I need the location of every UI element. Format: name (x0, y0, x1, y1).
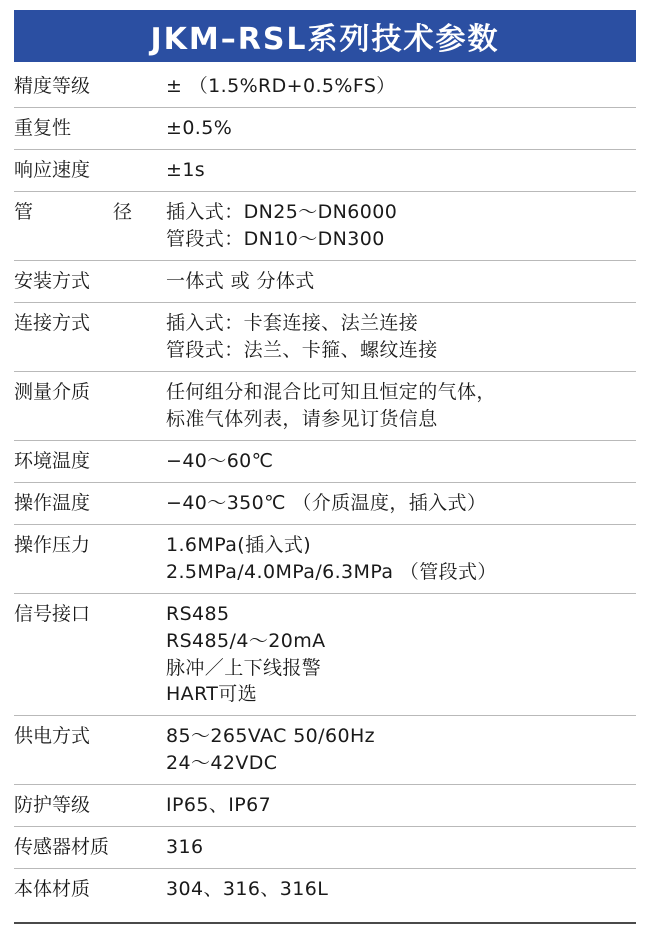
spec-value-line: 任何组分和混合比可知且恒定的气体， (166, 380, 496, 403)
spec-value (166, 371, 636, 440)
table-row (14, 440, 636, 482)
spec-label (14, 107, 166, 149)
spec-label (14, 524, 166, 593)
spec-value (166, 524, 636, 593)
spec-value (166, 785, 636, 827)
bottom-divider (14, 922, 636, 924)
spec-value-line: HART可选 (166, 683, 258, 706)
spec-value-line: RS485/4～20mA (166, 629, 326, 652)
spec-value-line: ±1s (166, 158, 206, 181)
spec-label-text: 本体材质 (14, 878, 91, 901)
spec-label-text: 操作压力 (14, 533, 91, 556)
spec-value (166, 440, 636, 482)
spec-label (14, 440, 166, 482)
spec-value (166, 482, 636, 524)
spec-label-text: 供电方式 (14, 725, 91, 748)
spec-sheet (0, 10, 650, 938)
table-row (14, 191, 636, 260)
spec-label (14, 149, 166, 191)
spec-value-line: 316 (166, 836, 204, 859)
spec-value (166, 149, 636, 191)
spec-value (166, 66, 636, 107)
spec-label (14, 827, 166, 869)
spec-value (166, 827, 636, 869)
spec-value (166, 593, 636, 716)
spec-label-text: 防护等级 (14, 794, 91, 817)
spec-value-line: 2.5MPa/4.0MPa/6.3MPa （管段式） (166, 560, 497, 583)
spec-value-line: 管段式：法兰、卡箍、螺纹连接 (166, 338, 438, 361)
spec-label-text: 重复性 (14, 116, 72, 139)
spec-label (14, 260, 166, 302)
table-row (14, 716, 636, 785)
spec-value (166, 191, 636, 260)
spec-value-line: 1.6MPa(插入式) (166, 533, 312, 556)
spec-value-line: RS485 (166, 602, 230, 625)
spec-value-line: −40～60℃ (166, 449, 274, 472)
spec-label (14, 785, 166, 827)
title-bar (14, 10, 636, 62)
spec-label-text: 精度等级 (14, 75, 91, 97)
table-row (14, 827, 636, 869)
table-row (14, 302, 636, 371)
spec-label (14, 302, 166, 371)
spec-label (14, 191, 166, 260)
spec-value-line: ±0.5% (166, 116, 233, 139)
page-title: JKM–RSL系列技术参数 (150, 22, 500, 57)
spec-label-text: 连接方式 (14, 311, 91, 334)
table-row (14, 785, 636, 827)
table-row (14, 524, 636, 593)
table-row (14, 482, 636, 524)
spec-value (166, 260, 636, 302)
spec-value (166, 869, 636, 910)
spec-label-text: 测量介质 (14, 380, 91, 403)
spec-value-line: 一体式 或 分体式 (166, 269, 315, 292)
spec-value (166, 302, 636, 371)
spec-label (14, 371, 166, 440)
spec-value (166, 107, 636, 149)
spec-label-text: 传感器材质 (14, 836, 110, 859)
spec-value-line: 24～42VDC (166, 752, 278, 775)
table-row (14, 149, 636, 191)
spec-value-line: 85～265VAC 50/60Hz (166, 725, 376, 748)
table-row (14, 107, 636, 149)
spec-value-line: 脉冲／上下线报警 (166, 656, 322, 679)
table-row (14, 371, 636, 440)
spec-label (14, 482, 166, 524)
spec-label (14, 716, 166, 785)
specifications-table (14, 66, 636, 910)
spec-label-text: 安装方式 (14, 269, 91, 292)
spec-label-text: 信号接口 (14, 602, 91, 625)
spec-value-line: ± （1.5%RD+0.5%FS） (166, 75, 396, 97)
spec-label (14, 869, 166, 910)
table-row (14, 66, 636, 107)
spec-label-text: 操作温度 (14, 491, 91, 514)
spec-label-text: 响应速度 (14, 158, 91, 181)
table-row (14, 593, 636, 716)
spec-value (166, 716, 636, 785)
spec-label-text: 管 径 (14, 200, 132, 223)
spec-label (14, 66, 166, 107)
spec-value-line: 插入式：DN25～DN6000 (166, 200, 398, 223)
spec-value-line: 插入式：卡套连接、法兰连接 (166, 311, 419, 334)
specifications-table-body (14, 66, 636, 910)
spec-value-line: 标准气体列表，请参见订货信息 (166, 407, 438, 430)
spec-label-text: 环境温度 (14, 449, 91, 472)
table-row (14, 869, 636, 910)
spec-value-line: −40～350℃ （介质温度，插入式） (166, 491, 487, 514)
spec-label (14, 593, 166, 716)
spec-value-line: IP65、IP67 (166, 794, 272, 817)
table-row (14, 260, 636, 302)
spec-value-line: 管段式：DN10～DN300 (166, 227, 385, 250)
spec-value-line: 304、316、316L (166, 878, 329, 901)
